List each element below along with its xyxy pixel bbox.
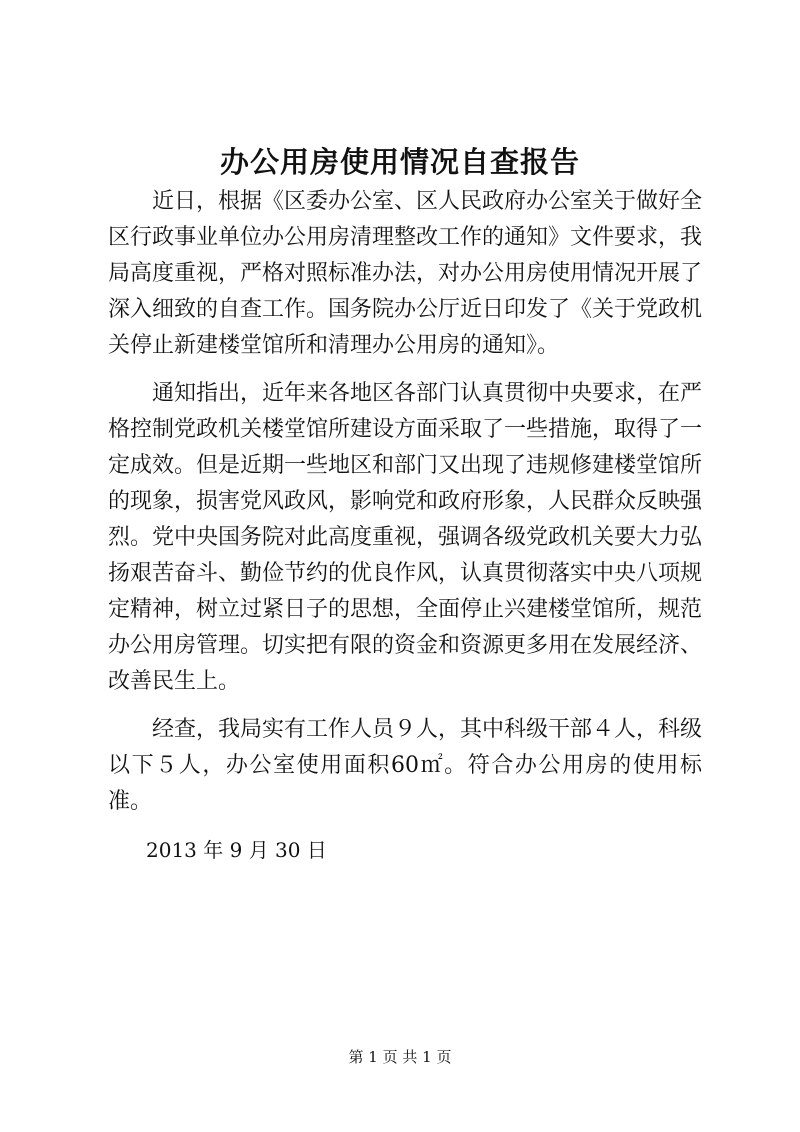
paragraph-3: 经查，我局实有工作人员９人，其中科级干部４人，科级以下５人，办公室使用面积60㎡。符合办公用房的使用标准。 bbox=[108, 717, 703, 814]
paragraph-1: 近日，根据《区委办公室、区人民政府办公室关于做好全区行政事业单位办公用房清理整改工作的通知》文件要求，我局高度重视，严格对照标准办法，对办公用房使用情况开展了深入细致的自查工作。国务院办公厅近日印发了《关于党政机关停止新建楼堂馆所和清理办公用房的通知》。 bbox=[108, 189, 703, 358]
report-date: 2013 年 9 月 30 日 bbox=[146, 838, 327, 862]
paragraph-2: 通知指出，近年来各地区各部门认真贯彻中央要求，在严格控制党政机关楼堂馆所建设方面采取了一些措施，取得了一定成效。但是近期一些地区和部门又出现了违规修建楼堂馆所的现象，损害党风政风，影响党和政府形象，人民群众反映强烈。党中央国务院对此高度重视，强调各级党政机关要大力弘扬艰苦奋斗、勤俭节约的优良作风，认真贯彻落实中央八项规定精神，树立过紧日子的思想，全面停止兴建楼堂馆所，规范办公用房管理。切实把有限的资金和资源更多用在发展经济、改善民生上。 bbox=[108, 381, 703, 694]
document-body bbox=[108, 184, 702, 868]
page-footer: 第 1 页 共 1 页 bbox=[348, 1048, 452, 1066]
document-title: 办公用房使用情况自查报告 bbox=[219, 145, 580, 179]
